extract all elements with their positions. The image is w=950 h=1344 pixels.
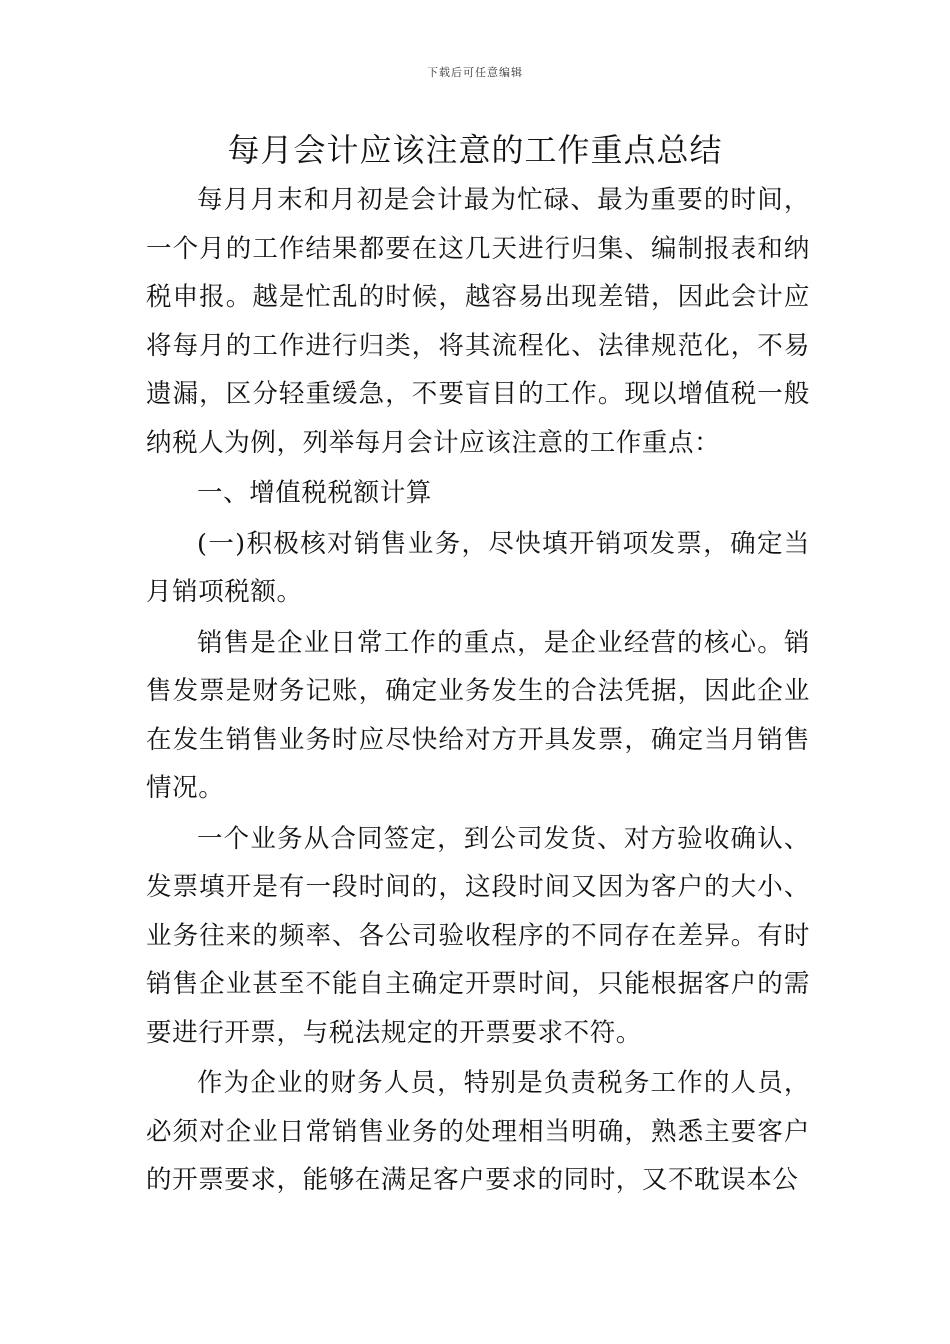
subsection-heading: (一)积极核对销售业务，尽快填开销项发票，确定当月销项税额。	[146, 528, 810, 607]
paragraph-intro: 每月月末和月初是会计最为忙碌、最为重要的时间，一个月的工作结果都要在这几天进行归集、编制报表和纳税申报。越是忙乱的时候，越容易出现差错，因此会计应将每月的工作进行归类，将其流程化、法律规范化，不易遗漏，区分轻重缓急，不要盲目的工作。现以增值税一般纳税人为例，列举每月会计应该注意的工作重点：	[146, 185, 810, 458]
paragraph-invoice-timing: 一个业务从合同签定，到公司发货、对方验收确认、发票填开是有一段时间的，这段时间又因为客户的大小、业务往来的频率、各公司验收程序的不同存在差异。有时销售企业甚至不能自主确定开票时间，只能根据客户的需要进行开票，与税法规定的开票要求不符。	[146, 823, 810, 1048]
document-body	[146, 176, 810, 1205]
paragraph-finance-staff: 作为企业的财务人员，特别是负责税务工作的人员，必须对企业日常销售业务的处理相当明确，熟悉主要客户的开票要求，能够在满足客户要求的同时，又不耽误本公	[146, 1068, 810, 1195]
header-note: 下载后可任意编辑	[427, 66, 523, 79]
document-title: 每月会计应该注意的工作重点总结	[227, 131, 723, 169]
paragraph-sales: 销售是企业日常工作的重点，是企业经营的核心。销售发票是财务记账，确定业务发生的合法凭据，因此企业在发生销售业务时应尽快给对方开具发票，确定当月销售情况。	[146, 627, 810, 803]
section-heading: 一、增值税税额计算	[197, 478, 432, 508]
